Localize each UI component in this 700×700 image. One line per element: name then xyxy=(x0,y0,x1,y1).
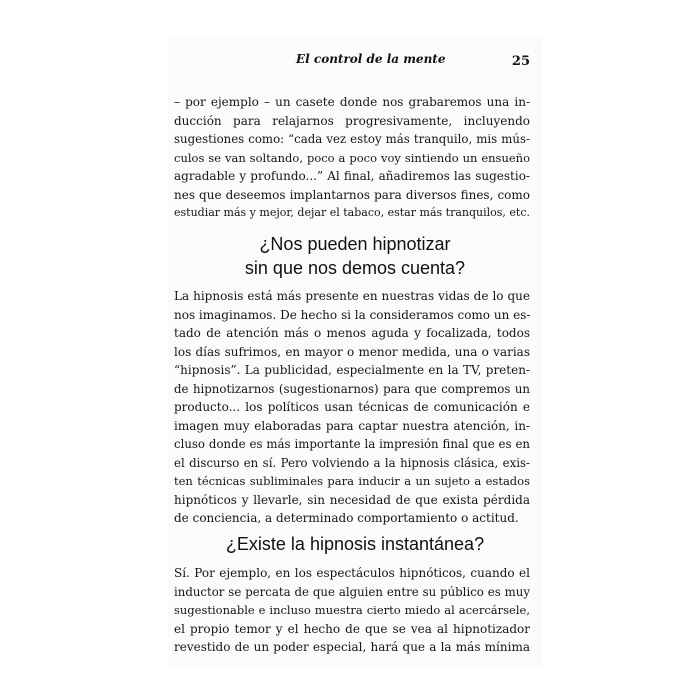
paragraph-instant-hypnosis xyxy=(174,564,530,657)
text-line: inductor se percata de que alguien entre su público es muy xyxy=(174,584,530,599)
page-number: 25 xyxy=(511,54,530,69)
text-line: los días sufrimos, en mayor o menor medida, una o varias xyxy=(174,344,530,359)
text-line: tado de atención más o menos aguda y focalizada, todos xyxy=(174,326,530,340)
text-line: – por ejemplo – un casete donde nos grabaremos una in- xyxy=(174,95,530,109)
text-line: Sí. Por ejemplo, en los espectáculos hipnóticos, cuando el xyxy=(174,566,530,580)
text-line: producto... los políticos usan técnicas de comunicación e xyxy=(174,400,530,414)
text-line: ten técnicas subliminales para inducir a un sujeto a estados xyxy=(174,474,530,488)
heading-line: sin que nos demos cuenta? xyxy=(244,258,466,278)
text-line: “hipnosis”. La publicidad, especialmente en la TV, preten- xyxy=(174,363,530,377)
paragraph-hypnosis-presence xyxy=(174,287,530,528)
text-line: de hipnotizarnos (sugestionarnos) para que compremos un xyxy=(174,381,530,396)
text-line: sugestionable e incluso muestra cierto miedo al acercársele, xyxy=(174,603,530,617)
text-line: estudiar más y mejor, dejar el tabaco, estar más tranquilos, etc. xyxy=(174,206,530,219)
text-line: el propio temor y el hecho de que se vea al hipnotizador xyxy=(174,621,530,636)
text-line: agradable y profundo...” Al final, añadiremos las sugestio- xyxy=(174,169,530,183)
section-heading-hypnotize xyxy=(168,232,542,280)
section-heading-instant-hypnosis xyxy=(168,532,542,556)
text-line: sugestiones como: “cada vez estoy más tranquilo, mis mús- xyxy=(174,132,530,146)
text-line: imagen muy elaboradas para captar nuestra atención, in- xyxy=(174,418,530,433)
text-line: culos se van soltando, poco a poco voy sintiendo un ensueño xyxy=(174,150,530,165)
text-line: el discurso en sí. Pero volviendo a la hipnosis clásica, exis- xyxy=(174,455,530,470)
heading-line: ¿Nos pueden hipnotizar xyxy=(259,234,451,254)
text-line: nos imaginamos. De hecho si la consideramos como un es- xyxy=(174,307,530,322)
book-page xyxy=(168,38,542,668)
text-line: La hipnosis está más presente en nuestras vidas de lo que xyxy=(174,289,530,303)
text-line: de conciencia, a determinado comportamiento o actitud. xyxy=(174,511,519,525)
text-line: hipnóticos y llevarle, sin necesidad de que exista pérdida xyxy=(174,492,530,507)
page-header xyxy=(168,52,542,76)
heading-line: ¿Existe la hipnosis instantánea? xyxy=(225,534,485,554)
paragraph-intro xyxy=(174,93,530,223)
text-line: nes que deseemos implantarnos para diversos fines, como xyxy=(174,187,530,202)
text-line: revestido de un poder especial, hará que a la más mínima xyxy=(174,640,530,654)
running-head: El control de la mente xyxy=(296,52,446,66)
text-line: cluso donde es más importante la impresión final que es en xyxy=(174,437,530,451)
text-line: ducción para relajarnos progresivamente, incluyendo xyxy=(174,113,530,128)
